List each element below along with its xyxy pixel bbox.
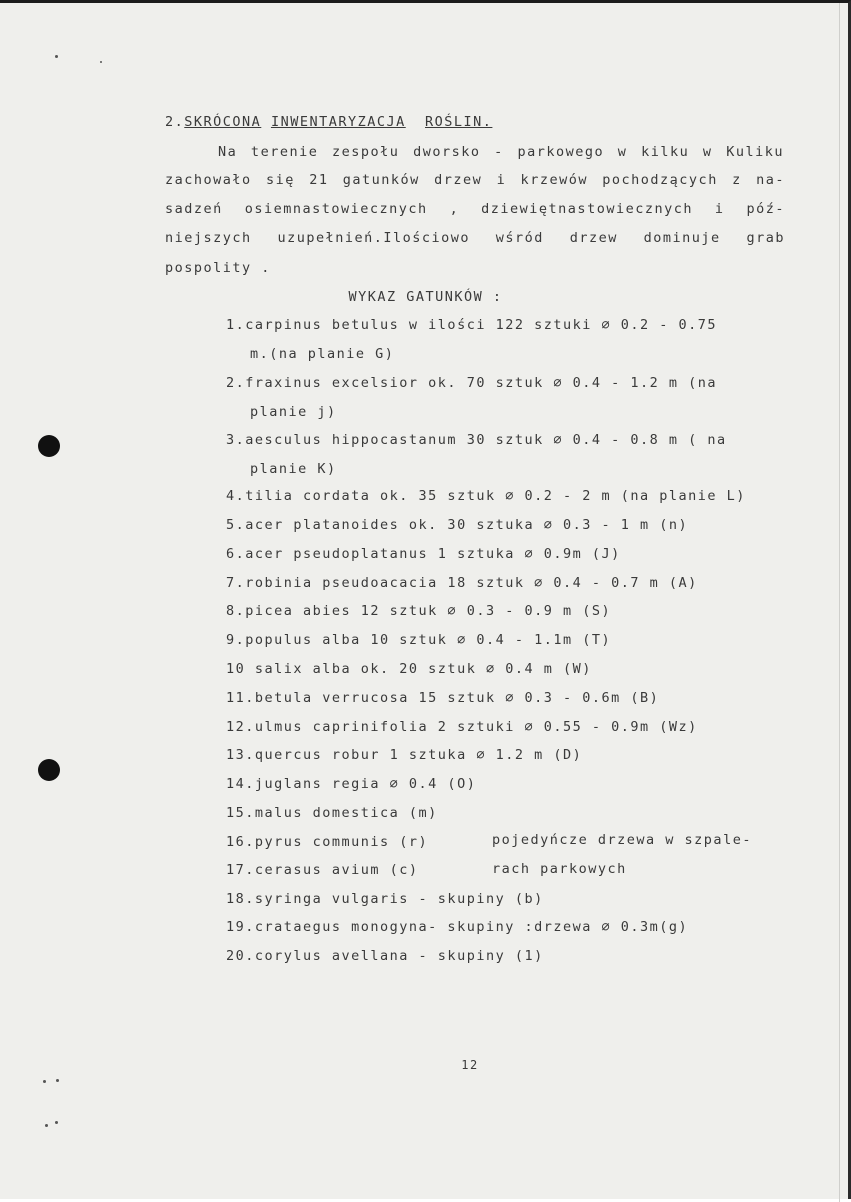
species-item: 2.fraxinus excelsior ok. 70 sztuk ⌀ 0.4 - 1.2 m (na [226,375,718,391]
section-heading [165,113,492,131]
heading-word-3: ROŚLIN. [425,114,493,130]
species-item: 20.corylus avellana - skupiny (1) [226,948,544,964]
page-number: 12 [461,1058,479,1072]
species-item: 3.aesculus hippocastanum 30 sztuk ⌀ 0.4 - 0.8 m ( na [226,432,727,448]
scan-speck [55,1121,58,1124]
heading-number: 2. [165,114,185,130]
scan-speck [43,1080,46,1083]
species-item: 16.pyrus communis (r) [226,834,429,850]
species-item: 13.quercus robur 1 sztuka ⌀ 1.2 m (D) [226,747,583,763]
heading-word-1: SKRÓCONA [184,114,262,130]
side-note-line: rach parkowych [492,861,627,877]
species-item: 6.acer pseudoplatanus 1 sztuka ⌀ 0.9m (J) [226,546,621,562]
heading-word-2: INWENTARYZACJA [270,114,406,130]
punch-hole [38,435,60,457]
intro-line: pospolity . [165,260,271,276]
intro-line: niejszych uzupełnień.Ilościowo wśród drzew dominuje grab [165,230,785,246]
scan-speck [100,61,102,63]
species-item: 11.betula verrucosa 15 sztuk ⌀ 0.3 - 0.6m (B) [226,690,660,706]
species-item-continuation: planie j) [250,404,337,420]
species-item: 1.carpinus betulus w ilości 122 sztuki ⌀ 0.2 - 0.75 [226,317,718,333]
intro-line: Na terenie zespołu dworsko - parkowego w kilku w Kuliku [218,144,784,160]
intro-line: zachowało się 21 gatunków drzew i krzewów pochodzących z na- [165,172,785,188]
species-item: 19.crataegus monogyna- skupiny :drzewa ⌀ 0.3m(g) [226,919,689,935]
species-item: 12.ulmus caprinifolia 2 sztuki ⌀ 0.55 - 0.9m (Wz) [226,719,698,735]
species-item: 7.robinia pseudoacacia 18 sztuk ⌀ 0.4 - 0.7 m (A) [226,575,698,591]
species-item: 18.syringa vulgaris - skupiny (b) [226,891,544,907]
page-edge [839,3,840,1202]
intro-line: sadzeń osiemnastowiecznych , dziewiętnastowiecznych i póź- [165,201,785,217]
species-item-continuation: planie K) [250,461,337,477]
species-item-continuation: m.(na planie G) [250,346,395,362]
species-item: 10 salix alba ok. 20 sztuk ⌀ 0.4 m (W) [226,661,592,677]
scan-speck [56,1079,59,1082]
species-item: 17.cerasus avium (c) [226,862,419,878]
list-title: WYKAZ GATUNKÓW : [348,289,503,305]
species-item: 8.picea abies 12 sztuk ⌀ 0.3 - 0.9 m (S) [226,603,612,619]
scan-speck [45,1124,48,1127]
species-item: 15.malus domestica (m) [226,805,438,821]
species-item: 5.acer platanoides ok. 30 sztuka ⌀ 0.3 - 1 m (n) [226,517,689,533]
scan-speck [55,55,58,58]
punch-hole [38,759,60,781]
species-item: 14.juglans regia ⌀ 0.4 (O) [226,776,477,792]
species-item: 9.populus alba 10 sztuk ⌀ 0.4 - 1.1m (T) [226,632,612,648]
species-item: 4.tilia cordata ok. 35 sztuk ⌀ 0.2 - 2 m (na planie L) [226,488,746,504]
side-note-line: pojedyńcze drzewa w szpale- [492,832,752,848]
